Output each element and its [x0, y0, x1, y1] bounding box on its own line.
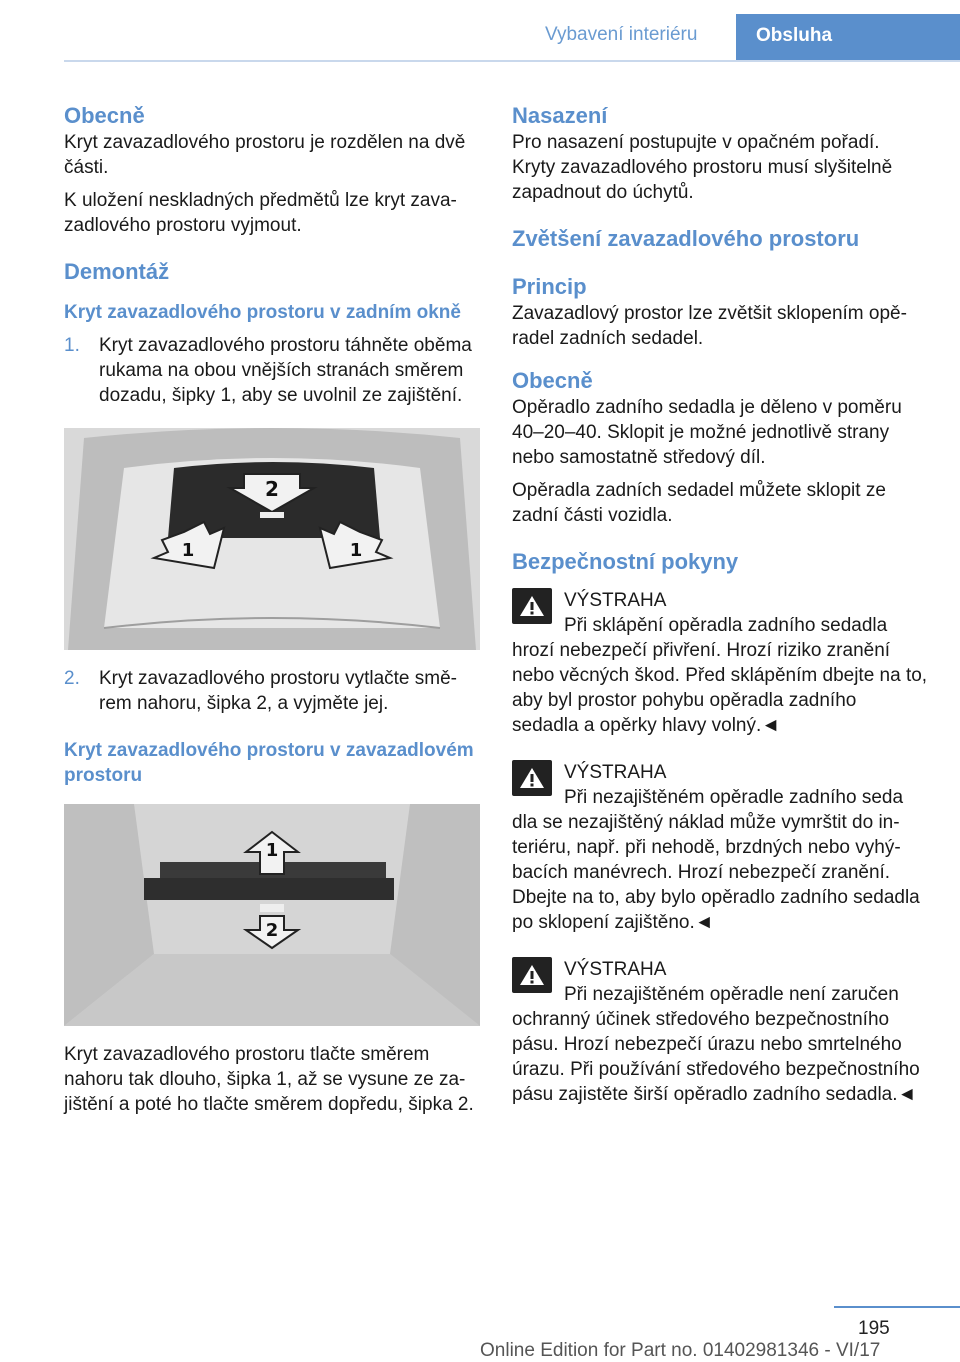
heading-enlarge-cargo: Zvětšení zavazadlového prostoru [512, 226, 860, 251]
paragraph-intro: Kryt zavazadlového prostoru je rozdělen na dvě části. [64, 132, 466, 178]
heading-rear-window: Kryt zavazadlového prostoru v zadním okně [64, 302, 461, 323]
left-column [64, 102, 480, 1117]
paragraph-install: Pro nasazení postupujte v opačném pořadí. Kryty zavazadlového prostoru musí slyšitelně zapadnout do úchytů. [512, 132, 893, 203]
figure-cargo-cover [64, 804, 480, 1026]
label-2: 2 [265, 477, 279, 501]
figure-rear-window-cover [64, 428, 480, 650]
label-1: 1 [265, 840, 279, 861]
paragraph-split-ratio: Opěradlo zadního sedadla je děleno v poměru 40–20–40. Sklopit je možné jednotlivě strany nebo samostatně středový díl. [512, 397, 902, 468]
heading-install: Nasazení [512, 103, 608, 128]
warning-block [512, 760, 928, 935]
heading-general: Obecně [64, 103, 145, 128]
edition-note: Online Edition for Part no. 01402981346 - VI/17 [480, 1340, 881, 1361]
trunk-illustration [64, 428, 480, 650]
paragraph-principle: Zavazadlový prostor lze zvětšit sklopením opěradel zadních sedadel. [512, 303, 907, 349]
warning-block [512, 588, 928, 738]
warning-triangle-icon [512, 588, 552, 624]
warning-block [512, 957, 928, 1107]
header-rule [64, 60, 960, 62]
cargo-illustration [64, 804, 480, 1026]
step-number: 2. [64, 668, 80, 689]
warning-title: VÝSTRAHA [564, 959, 667, 980]
warning-triangle-icon [512, 957, 552, 993]
heading-cargo-cover: Kryt zavazadlového prostoru v zavazadlovém prostoru [64, 740, 474, 786]
section-tab: Vybavení interiéru [545, 24, 698, 45]
step-number: 1. [64, 335, 80, 356]
warning-text: ochranný účinek středového bezpečnostního pásu. Hrozí nebezpečí úrazu nebo smrtelného úrazu. Při používání středového bezpečnostního pásu zajistěte širší opěradlo zadního sedadla.◄ [512, 1009, 920, 1105]
steps-list-continued [64, 666, 480, 716]
warning-text: dla se nezajištěný náklad může vymrštit do interiéru, např. při nehodě, brzdných nebo vyhýbacích manévrech. Hrozí nebezpečí zranění. Dbejte na to, aby bylo opěradlo zadního sedadla po sklopení zajištěno.◄ [512, 812, 920, 933]
paragraph-cargo-instructions: Kryt zavazadlového prostoru tlačte směrem nahoru tak dlouho, šipka 1, až se vysune ze zajištění a poté ho tlačte směrem dopředu, šipka 2. [64, 1044, 474, 1115]
chapter-tab: Obsluha [736, 14, 960, 62]
warning-title: VÝSTRAHA [564, 762, 667, 783]
warning-first-line: Při nezajištěném opěradle není zaručen [564, 984, 899, 1005]
warning-title: VÝSTRAHA [564, 590, 667, 611]
right-column [512, 102, 928, 1107]
label-1-right: 1 [349, 540, 363, 561]
page-number: 195 [858, 1318, 890, 1339]
steps-list [64, 333, 480, 408]
label-1-left: 1 [181, 540, 195, 561]
warning-triangle-icon [512, 760, 552, 796]
label-2: 2 [265, 920, 279, 941]
heading-safety: Bezpečnostní pokyny [512, 549, 739, 574]
heading-general-right: Obecně [512, 368, 593, 393]
paragraph-removable: K uložení neskladných předmětů lze kryt zavazadlového prostoru vyjmout. [64, 190, 457, 236]
list-item [64, 333, 480, 408]
heading-principle: Princip [512, 274, 587, 299]
heading-removal: Demontáž [64, 259, 170, 284]
warning-first-line: Při sklápění opěradla zadního sedadla [564, 615, 888, 636]
step-text: Kryt zavazadlového prostoru vytlačte směrem nahoru, šipka 2, a vyjměte jej. [99, 668, 457, 714]
footer-rule [834, 1306, 960, 1308]
warning-text: hrozí nebezpečí přivření. Hrozí riziko zranění nebo věcných škod. Před sklápěním dbejte na to, aby byl prostor pohybu opěradla zadního sedadla a opěrky hlavy volný.◄ [512, 640, 928, 736]
list-item [64, 666, 480, 716]
paragraph-fold-from-rear: Opěradla zadních sedadel můžete sklopit ze zadní části vozidla. [512, 480, 886, 526]
warning-first-line: Při nezajištěném opěradle zadního seda [564, 787, 904, 808]
step-text: Kryt zavazadlového prostoru táhněte oběma rukama na obou vnějších stranách směrem dozadu, šipky 1, aby se uvolnil ze zajištění. [99, 335, 472, 406]
page-header [0, 0, 960, 62]
